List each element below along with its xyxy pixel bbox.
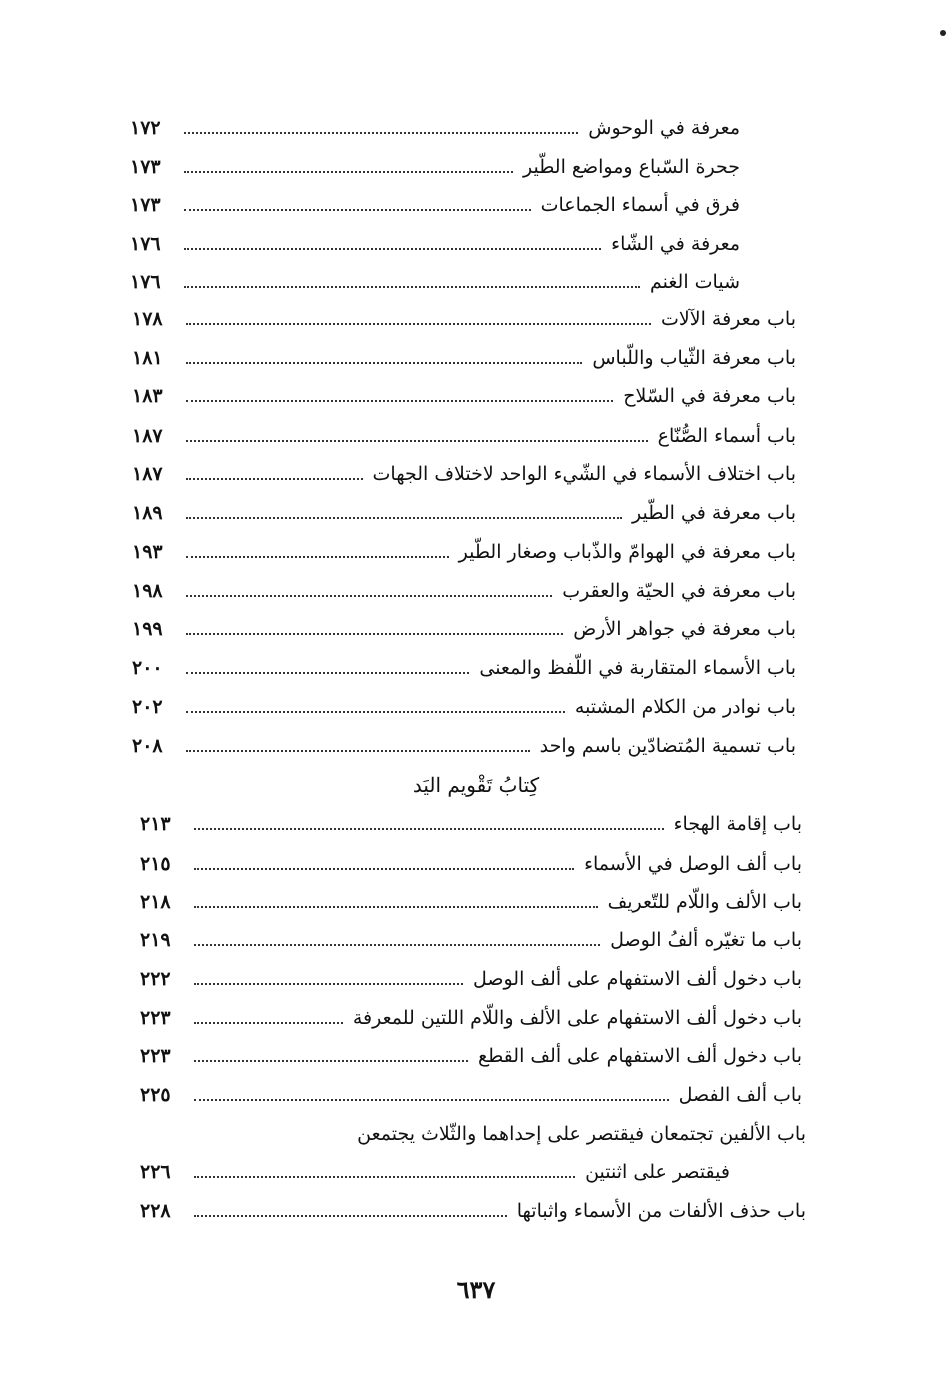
entry-title: باب نوادر من الكلام المشتبه [574,696,796,718]
toc-entry [132,374,796,410]
entry-title: باب تسمية المُتضادّين باسم واحد [539,735,796,757]
toc-entry [130,183,740,219]
entry-title: باب أسماء الصُّنّاع [657,425,796,447]
dot-leader [194,906,598,908]
dot-leader [194,1099,669,1101]
entry-page: ١٨٧ [132,463,163,485]
dot-leader [184,132,578,134]
entry-title: باب معرفة في جواهر الأرض [573,618,796,640]
dot-leader [194,1060,468,1062]
entry-page: ٢٢٢ [140,968,171,990]
toc-entry [140,918,802,954]
toc-entry [130,260,740,296]
entry-title: باب ألف الفصل [678,1084,802,1106]
toc-entry [132,646,796,682]
toc-entry [132,452,796,488]
dot-leader [194,944,600,946]
dot-leader [184,209,531,211]
dot-leader [194,1215,507,1217]
entry-title: باب دخول ألف الاستفهام على الألف واللّام اللتين للمعرفة [352,1007,802,1029]
entry-title: باب ألف الوصل في الأسماء [584,853,802,875]
toc-entry [140,842,802,878]
toc-entry [140,802,802,838]
entry-title: باب اختلاف الأسماء في الشّيء الواحد لاختلاف الجهات [372,463,796,485]
entry-page: ٢٠٨ [132,735,163,757]
toc-entry [140,1189,806,1225]
toc-entry [130,145,740,181]
toc-entry [132,685,796,721]
toc-entry [140,1112,806,1148]
toc-entry [140,1034,802,1070]
entry-title: فيقتصر على اثنتين [585,1161,730,1183]
entry-page: ١٧٣ [130,156,161,178]
entry-title: باب معرفة في السّلاح [623,385,796,407]
entry-title: فرق في أسماء الجماعات [540,194,740,216]
toc-entry [132,607,796,643]
entry-title: معرفة في الوحوش [588,117,740,139]
entry-page: ٢١٥ [140,853,171,875]
entry-page: ٢٢٣ [140,1045,171,1067]
entry-title: باب معرفة الثّياب واللّباس [592,347,796,369]
dot-leader [186,478,363,480]
entry-page: ١٧٦ [130,271,161,293]
entry-page: ١٨١ [132,347,163,369]
toc-entry [132,336,796,372]
entry-page: ١٨٧ [132,425,163,447]
entry-title: باب معرفة في الحيّة والعقرب [562,580,796,602]
entry-page: ٢٢٣ [140,1007,171,1029]
dot-leader [186,362,582,364]
toc-entry [132,569,796,605]
dot-leader [194,983,463,985]
dot-leader [186,400,613,402]
entry-title: باب الألفين تجتمعان فيقتصر على إحداهما والثّلاث يجتمعن [357,1123,806,1145]
dot-leader [184,286,640,288]
dot-leader [194,868,574,870]
entry-title: باب دخول ألف الاستفهام على ألف الوصل [472,968,802,990]
toc-entry [140,1073,802,1109]
entry-page: ٢١٩ [140,929,171,951]
toc-entry [130,106,740,142]
entry-page: ١٧٢ [130,117,161,139]
toc-entry [132,297,796,333]
entry-title: جحرة السّباع ومواضع الطّير [522,156,740,178]
entry-page: ١٧٦ [130,233,161,255]
toc-entry [140,996,802,1032]
dot-leader [186,323,651,325]
entry-page: ١٩٣ [132,541,163,563]
dot-leader [186,440,648,442]
dot-leader [186,672,469,674]
entry-page: ١٩٨ [132,580,163,602]
entry-title: باب حذف الألفات من الأسماء واثباتها [516,1200,806,1222]
entry-title: باب الأسماء المتقاربة في اللّفظ والمعنى [479,657,796,679]
toc-entry [140,880,802,916]
dot-leader [194,1176,575,1178]
page-number: ٦٣٧ [456,1275,496,1304]
toc-entry [140,1150,730,1186]
entry-page: ١٨٣ [132,385,163,407]
entry-page: ٢٢٨ [140,1200,171,1222]
entry-title: باب إقامة الهجاء [673,813,802,835]
entry-title: شيات الغنم [650,271,740,293]
entry-title: باب الألف واللّام للتّعريف [607,891,802,913]
entry-page: ٢٠٢ [132,696,163,718]
entry-page: ١٧٨ [132,308,163,330]
entry-title: باب دخول ألف الاستفهام على ألف القطع [477,1045,802,1067]
dot-leader [184,248,601,250]
dot-leader [194,1022,343,1024]
toc-entry [132,724,796,760]
toc-entry [132,414,796,450]
entry-page: ٢٠٠ [132,657,163,679]
entry-page: ١٧٣ [130,194,161,216]
toc-entry [130,222,740,258]
dot-leader [186,750,530,752]
entry-page: ٢١٨ [140,891,171,913]
dot-leader [186,633,563,635]
entry-title: باب معرفة الآلات [661,308,796,330]
entry-title: باب معرفة في الهوامّ والذّباب وصغار الطّير [458,541,796,563]
dot-leader [186,711,565,713]
section-heading: كِتابُ تَقْويم اليَد [412,773,540,797]
entry-page: ٢١٣ [140,813,171,835]
entry-title: باب معرفة في الطّير [632,502,796,524]
entry-title: باب ما تغيّره ألفُ الوصل [610,929,802,951]
entry-page: ٢٢٦ [140,1161,171,1183]
entry-page: ١٨٩ [132,502,163,524]
dot-leader [186,556,449,558]
entry-page: ٢٢٥ [140,1084,171,1106]
entry-page: ١٩٩ [132,618,163,640]
dot-leader [186,595,552,597]
toc-entry [140,957,802,993]
entry-title: معرفة في الشّاء [611,233,740,255]
dot-leader [186,517,622,519]
dot-leader [184,171,513,173]
dot-leader [194,828,664,830]
toc-entry [132,530,796,566]
toc-entry [132,491,796,527]
